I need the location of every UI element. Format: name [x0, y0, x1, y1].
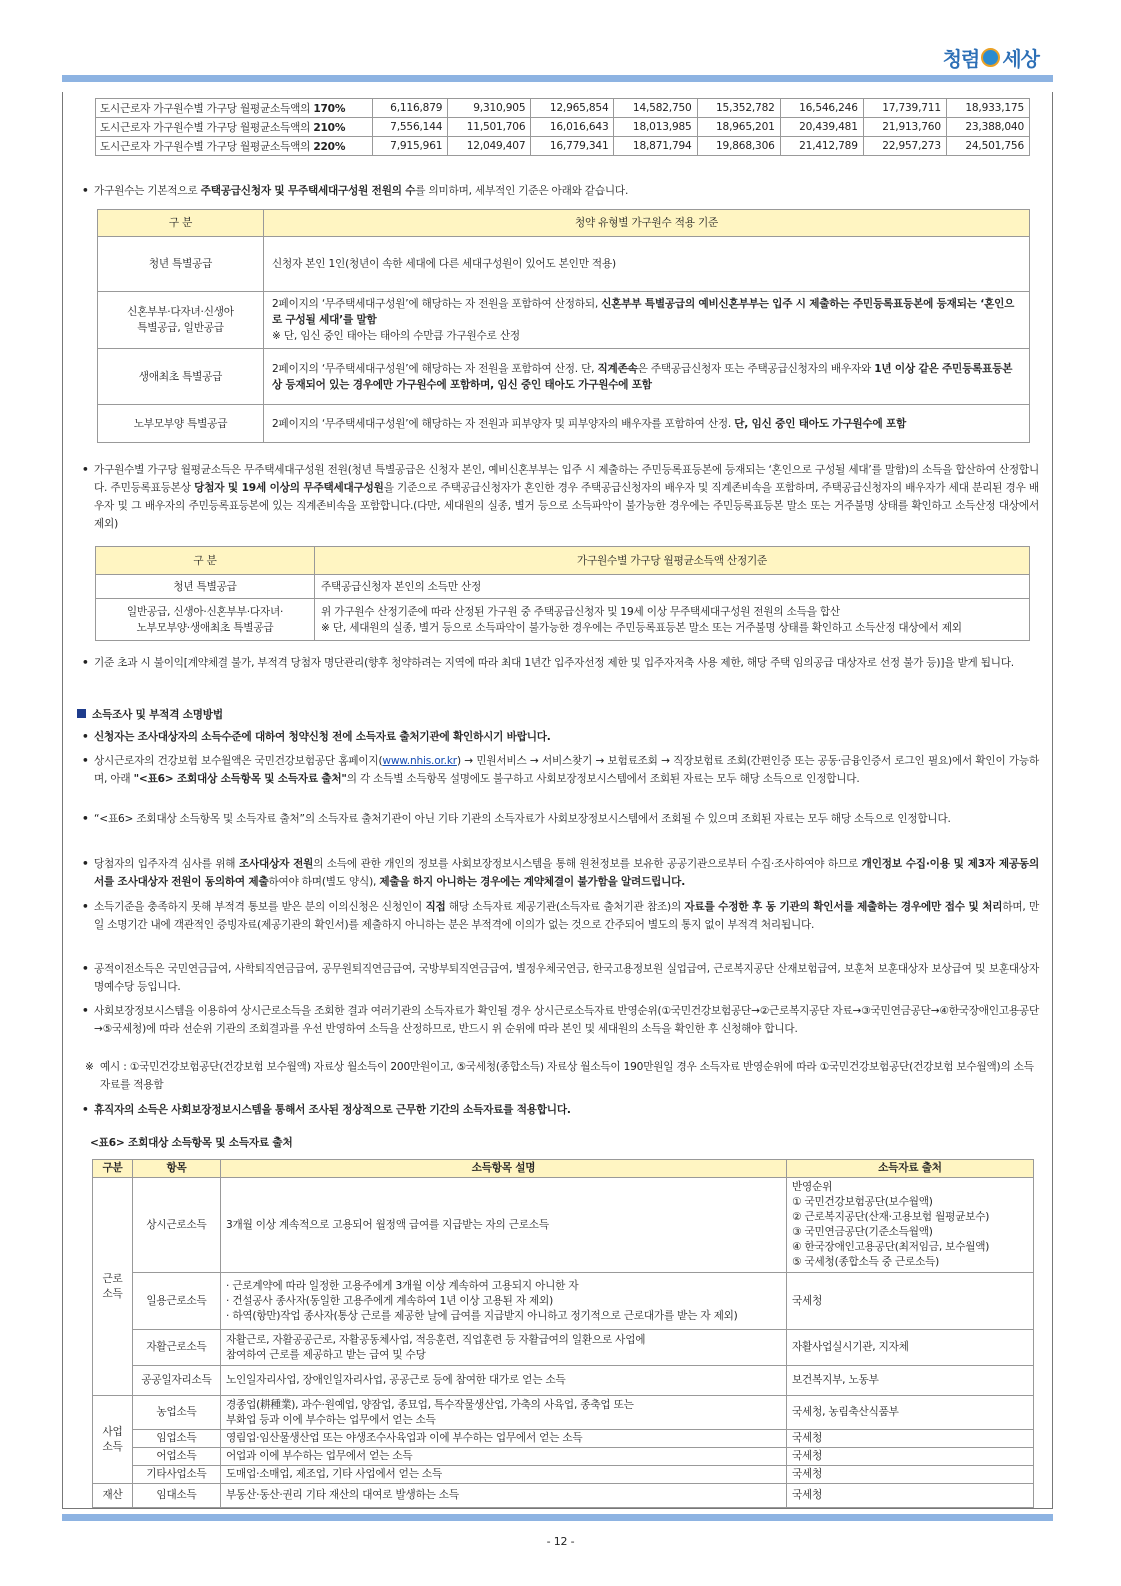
- t6-item: 일용근로소득: [133, 1273, 221, 1330]
- source-line: ① 국민건강보험공단(보수월액): [792, 1196, 933, 1208]
- t6-item: 자활근로소득: [133, 1330, 221, 1366]
- income-value: 18,013,985: [614, 118, 697, 137]
- source-line: 국세청: [792, 1489, 823, 1501]
- desc-line: 3개월 이상 계속적으로 고용되어 월정액 급여를 지급받는 자의 근로소득: [226, 1218, 549, 1231]
- income-value: 23,388,040: [946, 118, 1029, 137]
- income-value: 15,352,782: [697, 99, 780, 118]
- source-line: 국세청: [792, 1450, 823, 1462]
- household-criteria-table: [97, 209, 1030, 443]
- income-value: 21,913,760: [863, 118, 946, 137]
- logo-text-2: 세상: [1002, 46, 1039, 71]
- footer-divider: [62, 1514, 1053, 1521]
- t6-desc: [221, 1396, 787, 1430]
- paragraph-objection: • 소득기준을 충족하지 못해 부적격 통보를 받은 분의 이의신청은 신청인이 직접 해당 소득자료 제공기관(소득자료 출처기관 참조)의 자료를 수정한 후 동 기관의 확인서를 제출하는 경우에만 접수 및 처리하며, 만일 소명기간 내에 객관적인 증빙자료(제공기관의 확인서)를 제출하지 아니하는 분은 부적격에 이의가 없는 것으로 간주되어 별도의 통지 없이 부적격 처리됩니다.: [82, 898, 1039, 934]
- desc-line: 부동산·동산·권리 기타 재산의 대여로 발생하는 소득: [226, 1489, 459, 1501]
- income-row-label: 도시근로자 가구원수별 가구당 월평균소득액의 220%: [96, 137, 373, 156]
- t6-source: [787, 1178, 1034, 1273]
- source-line: 자활사업실시기관, 지자체: [792, 1341, 909, 1353]
- desc-line: 부화업 등과 이에 부수하는 업무에서 얻는 소득: [226, 1413, 436, 1426]
- income-value: 7,556,144: [373, 118, 448, 137]
- desc-line: 도매업·소매업, 제조업, 기타 사업에서 얻는 소득: [226, 1468, 442, 1480]
- logo-emblem-icon: [981, 48, 1000, 67]
- source-line: 반영순위: [792, 1181, 833, 1193]
- income-row-label: 도시근로자 가구원수별 가구당 월평균소득액의 170%: [96, 99, 373, 118]
- income-value: 19,868,306: [697, 137, 780, 156]
- source-line: 보건복지부, 노동부: [792, 1374, 879, 1386]
- paragraph-household-count: • 가구원수는 기본적으로 주택공급신청자 및 무주택세대구성원 전원의 수를 의미하며, 세부적인 기준은 아래와 같습니다.: [82, 182, 1039, 200]
- t6-desc: [221, 1366, 787, 1396]
- t6-desc: [221, 1484, 787, 1508]
- source-line: 국세청: [792, 1468, 823, 1480]
- t6-desc: [221, 1448, 787, 1466]
- note-example: ※ 예시 : ①국민건강보험공단(건강보험 보수월액) 자료상 월소득이 200만원이고, ⑤국세청(종합소득) 자료상 월소득이 190만원일 경우 소득자료 반영순위에 따라 ①국민건강보험공단(건강보험 보수월액)의 소득 자료를 적용함: [85, 1061, 1034, 1091]
- source-line: ④ 한국장애인고용공단(최저임금, 보수월액): [792, 1241, 990, 1253]
- logo: [943, 40, 1039, 74]
- t6-item: 공공일자리소득: [133, 1366, 221, 1396]
- desc-line: · 하역(항만)작업 종사자(통상 근로를 제공한 날에 급여를 지급받지 아니하고 정기적으로 근로대가를 받는 자 제외): [226, 1309, 738, 1322]
- t6-header-desc: 소득항목 설명: [221, 1160, 787, 1178]
- desc-line: 자활근로, 자활공공근로, 자활공동체사업, 적응훈련, 직업훈련 등 자활급여의 일환으로 사업에: [226, 1333, 646, 1346]
- income-value: 9,310,905: [448, 99, 531, 118]
- income-row: [96, 99, 1030, 118]
- t6-desc: [221, 1430, 787, 1448]
- paragraph-consent: • 당첨자의 입주자격 심사를 위해 조사대상자 전원의 소득에 관한 개인의 정보를 사회보장정보시스템을 통해 원천정보를 보유한 공공기관으로부터 수집·조사하여야 하므로 개인정보 수집·이용 및 제3자 제공동의서를 조사대상자 전원이 동의하여 제출하여야 하며(별도 양식), 제출을 하지 아니하는 경우에는 계약체결이 불가함을 알려드립니다.: [82, 855, 1039, 891]
- paragraph-penalty: • 기준 초과 시 불이익[계약체결 불가, 부적격 당첨자 명단관리(향후 청약하려는 지역에 따라 최대 1년간 입주자선정 제한 및 입주자저축 사용 제한, 해당 주택 임의공급 대상자로 선정 불가 등)]을 받게 됩니다.: [82, 654, 1039, 672]
- header-divider: [62, 75, 1053, 82]
- income-row: [96, 118, 1030, 137]
- paragraph-health-insurance: • 상시근로자의 건강보험 보수월액은 국민건강보험공단 홈페이지(www.nhis.or.kr) → 민원서비스 → 서비스찾기 → 보험료조회 → 직장보험료 조회(간편인증 또는 공동·금융인증서 로그인 필요)에서 확인이 가능하며, 아래 "<표6> 조회대상 소득항목 및 소득자료 출처"의 각 소득별 소득항목 설명에도 불구하고 사회보장정보시스템에서 조회된 자료는 모두 해당 소득으로 인정합니다.: [82, 752, 1039, 788]
- income-value: 18,965,201: [697, 118, 780, 137]
- desc-line: · 건설공사 종사자(동일한 고용주에게 계속하여 1년 이상 고용된 자 제외): [226, 1294, 554, 1307]
- t6-item: 상시근로소득: [133, 1178, 221, 1273]
- income-value: 16,779,341: [531, 137, 614, 156]
- t6-item: 어업소득: [133, 1448, 221, 1466]
- t6-desc: [221, 1330, 787, 1366]
- income-value: 24,501,756: [946, 137, 1029, 156]
- t6-header-group: 구분: [93, 1160, 133, 1178]
- source-line: ⑤ 국세청(종합소득 중 근로소득): [792, 1256, 940, 1268]
- paragraph-check-before: • 신청자는 조사대상자의 소득수준에 대하여 청약신청 전에 소득자료 출처기관에 확인하시기 바랍니다.: [82, 728, 1039, 746]
- income-value: 22,957,273: [863, 137, 946, 156]
- income-row-label: 도시근로자 가구원수별 가구당 월평균소득액의 210%: [96, 118, 373, 137]
- income-table: [95, 98, 1030, 156]
- income-row: [96, 137, 1030, 156]
- t6-source: [787, 1430, 1034, 1448]
- paragraph-monthly-income: • 가구원수별 가구당 월평균소득은 무주택세대구성원 전원(청년 특별공급은 신청자 본인, 예비신혼부부는 입주 시 제출하는 주민등록표등본에 등재되는 ‘혼인으로 구성될 세대’를 말함)의 소득을 합산하여 산정합니다. 주민등록표등본상 당첨자 및 19세 이상의 무주택세대구성원을 기준으로 주택공급신청자가 혼인한 경우 주택공급신청자의 배우자 및 직계존비속을 포함하며, 주택공급신청자의 배우자가 세대 분리된 경우 배우자 및 그 배우자의 주민등록표등본에 있는 직계존비속을 포함합니다.(다만, 세대원의 실종, 별거 등으로 소득파악이 불가능한 경우에는 주민등록표등본 말소 또는 거주불명 상태를 확인하고 소득산정 대상에서 제외): [82, 461, 1039, 533]
- paragraph-leave: • 휴직자의 소득은 사회보장정보시스템을 통해서 조사된 정상적으로 근무한 기간의 소득자료를 적용합니다.: [82, 1101, 1039, 1119]
- t6-item: 임대소득: [133, 1484, 221, 1508]
- income-value: 12,965,854: [531, 99, 614, 118]
- t6-header-item: 항목: [133, 1160, 221, 1178]
- income-value: 12,049,407: [448, 137, 531, 156]
- t2-header-category: 구 분: [96, 547, 315, 575]
- income-value: 20,439,481: [780, 118, 863, 137]
- desc-line: 경종업(耕種業), 과수·원예업, 양잠업, 종묘업, 특수작물생산업, 가축의 사육업, 종축업 또는: [226, 1398, 634, 1411]
- t6-source: [787, 1330, 1034, 1366]
- source-line: 국세청: [792, 1294, 823, 1307]
- t6-source: [787, 1484, 1034, 1508]
- t1-desc-newlywed: 2페이지의 ‘무주택세대구성원’에 해당하는 자 전원을 포함하여 산정하되, 신혼부부 특별공급의 예비신혼부부는 입주 시 제출하는 주민등록표등본에 등재되는 ‘혼인으로 구성될 세대’를 말함 ※ 단, 임신 중인 태아는 태아의 수만큼 가구원수로 산정: [264, 292, 1030, 349]
- income-value: 21,412,789: [780, 137, 863, 156]
- income-value: 14,582,750: [614, 99, 697, 118]
- source-line: 국세청: [792, 1432, 823, 1444]
- t1-header-criteria: 청약 유형별 가구원수 적용 기준: [264, 210, 1030, 237]
- source-line: ③ 국민연금공단(기준소득월액): [792, 1226, 933, 1238]
- t6-item: 임업소득: [133, 1430, 221, 1448]
- source-line: ② 근로복지공단(산재·고용보험 월평균보수): [792, 1211, 990, 1223]
- income-value: 7,915,961: [373, 137, 448, 156]
- t1-cat-newlywed: 신혼부부·다자녀·신생아 특별공급, 일반공급: [98, 292, 264, 349]
- t6-source: [787, 1448, 1034, 1466]
- nhis-link[interactable]: www.nhis.or.kr: [382, 755, 457, 767]
- t1-desc-parent-support: 2페이지의 ‘무주택세대구성원’에 해당하는 자 전원과 피부양자 및 피부양자의 배우자를 포함하여 산정. 단, 임신 중인 태아도 가구원수에 포함: [264, 405, 1030, 443]
- income-calc-table: [95, 546, 1030, 641]
- t1-header-category: 구 분: [98, 210, 264, 237]
- income-value: 18,871,794: [614, 137, 697, 156]
- table6: [92, 1159, 1034, 1508]
- income-value: 16,016,643: [531, 118, 614, 137]
- logo-text-1: 청렴: [942, 46, 980, 71]
- t6-group-labor: 근로 소득: [93, 1178, 133, 1396]
- t1-desc-first-home: 2페이지의 ‘무주택세대구성원’에 해당하는 자 전원을 포함하여 산정. 단, 직계존속은 주택공급신청자 또는 주택공급신청자의 배우자와 1년 이상 같은 주민등록표등본상 등재되어 있는 경우에만 가구원수에 포함하며, 임신 중인 태아도 가구원수에 포함: [264, 349, 1030, 405]
- t6-item: 농업소득: [133, 1396, 221, 1430]
- table6-caption: <표6> 조회대상 소득항목 및 소득자료 출처: [90, 1137, 293, 1149]
- t6-desc: [221, 1466, 787, 1484]
- t6-desc: [221, 1273, 787, 1330]
- t2-cat-youth: 청년 특별공급: [96, 575, 315, 599]
- paragraph-public-transfer: • 공적이전소득은 국민연금급여, 사학퇴직연금급여, 공무원퇴직연금급여, 국방부퇴직연금급여, 별정우체국연금, 한국고용정보원 실업급여, 근로복지공단 산재보험급여, 보훈처 보훈대상자 보상급여 및 보훈대상자 명예수당 등입니다.: [82, 960, 1039, 996]
- desc-line: 노인일자리사업, 장애인일자리사업, 공공근로 등에 참여한 대가로 얻는 소득: [226, 1374, 566, 1386]
- desc-line: 참여하여 근로를 제공하고 받는 급여 및 수당: [226, 1348, 426, 1361]
- t6-source: [787, 1366, 1034, 1396]
- t6-item: 기타사업소득: [133, 1466, 221, 1484]
- income-value: 6,116,879: [373, 99, 448, 118]
- t6-source: [787, 1396, 1034, 1430]
- income-value: 18,933,175: [946, 99, 1029, 118]
- t2-desc-general: 위 가구원수 산정기준에 따라 산정된 가구원 중 주택공급신청자 및 19세 이상 무주택세대구성원 전원의 소득을 합산 ※ 단, 세대원의 실종, 별거 등으로 소득파악이 불가능한 경우에는 주민등록표등본 말소 또는 거주불명 상태를 확인하고 소득산정 대상에서 제외: [315, 599, 1030, 641]
- desc-line: · 근로계약에 따라 일정한 고용주에게 3개월 이상 계속하여 고용되지 아니한 자: [226, 1279, 579, 1292]
- paragraph-other-agencies: • “<표6> 조회대상 소득항목 및 소득자료 출처”의 소득자료 출처기관이 아닌 기타 기관의 소득자료가 사회보장정보시스템에서 조회될 수 있으며 조회된 자료는 모두 해당 소득으로 인정합니다.: [82, 810, 1039, 828]
- section-heading: 소득조사 및 부적격 소명방법: [77, 707, 223, 723]
- section-square-icon: [77, 709, 86, 718]
- t6-source: [787, 1466, 1034, 1484]
- t1-cat-first-home: 생애최초 특별공급: [98, 349, 264, 405]
- t1-cat-parent-support: 노부모부양 특별공급: [98, 405, 264, 443]
- t6-source: [787, 1273, 1034, 1330]
- t6-group-business: 사업 소득: [93, 1396, 133, 1484]
- t1-cat-youth: 청년 특별공급: [98, 237, 264, 292]
- income-value: 16,546,246: [780, 99, 863, 118]
- income-value: 11,501,706: [448, 118, 531, 137]
- t6-desc: [221, 1178, 787, 1273]
- t1-desc-youth: 신청자 본인 1인(청년이 속한 세대에 다른 세대구성원이 있어도 본인만 적용): [264, 237, 1030, 292]
- t2-cat-general: 일반공급, 신생아·신혼부부·다자녀· 노부모부양·생애최초 특별공급: [96, 599, 315, 641]
- source-line: 국세청, 농림축산식품부: [792, 1406, 899, 1418]
- t6-group-property: 재산: [93, 1484, 133, 1508]
- desc-line: 영림업·임산물생산업 또는 야생조수사육업과 이에 부수하는 업무에서 얻는 소득: [226, 1432, 583, 1444]
- t2-header-criteria: 가구원수별 가구당 월평균소득액 산정기준: [315, 547, 1030, 575]
- paragraph-priority: • 사회보장정보시스템을 이용하여 상시근로소득을 조회한 결과 여러기관의 소득자료가 확인될 경우 상시근로소득자료 반영순위(①국민건강보험공단→②근로복지공단 자료→③국민연금공단→④한국장애인고용공단→⑤국세청)에 따라 선순위 기관의 조회결과를 우선 반영하여 소득을 산정하므로, 반드시 위 순위에 따라 본인 및 세대원의 소득을 확인한 후 신청해야 합니다.: [82, 1002, 1039, 1038]
- t6-header-source: 소득자료 출처: [787, 1160, 1034, 1178]
- desc-line: 어업과 이에 부수하는 업무에서 얻는 소득: [226, 1450, 413, 1462]
- income-value: 17,739,711: [863, 99, 946, 118]
- page-number: - 12 -: [546, 1535, 575, 1548]
- t2-desc-youth: 주택공급신청자 본인의 소득만 산정: [315, 575, 1030, 599]
